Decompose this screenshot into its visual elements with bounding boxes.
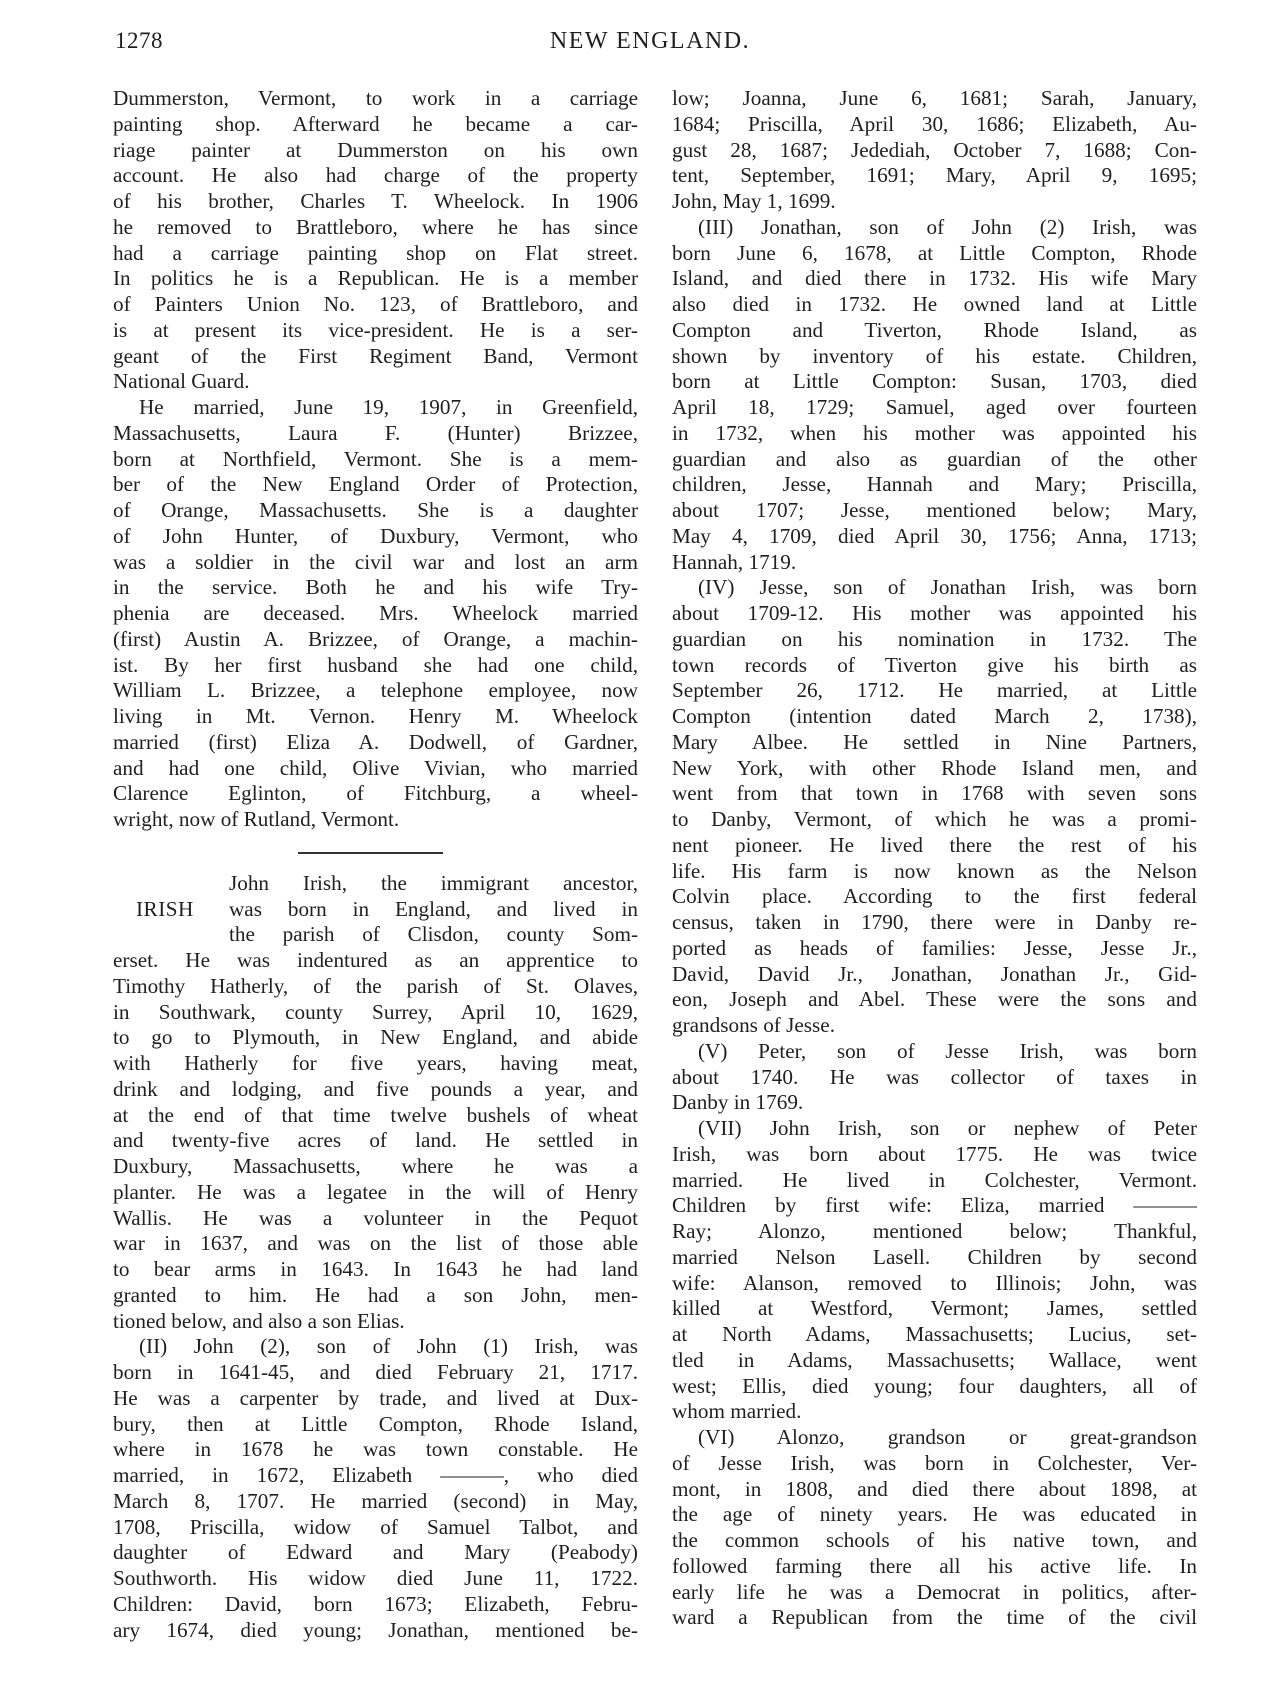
- text-line: Dummerston, Vermont, to work in a carriage: [113, 86, 638, 110]
- text-line: John Irish, the immigrant ancestor,: [229, 870, 638, 895]
- text-line: (VII) John Irish, son or nephew of Peter: [698, 1116, 1197, 1140]
- text-line: of John Hunter, of Duxbury, Vermont, who: [113, 523, 638, 548]
- text-line: the age of ninety years. He was educated in: [672, 1502, 1197, 1527]
- left-column: [113, 86, 638, 1643]
- text-line: west; Ellis, died young; four daughters, all of: [672, 1373, 1197, 1398]
- text-line: guardian on his nomination in 1732. The: [672, 626, 1197, 651]
- text-line: Compton and Tiverton, Rhode Island, as: [672, 317, 1197, 342]
- text-line: National Guard.: [113, 369, 250, 394]
- text-line: mont, in 1808, and died there about 1898, at: [672, 1476, 1197, 1501]
- right-column: [672, 86, 1197, 1631]
- text-line: Irish, was born about 1775. He was twice: [672, 1141, 1197, 1166]
- text-line: to Danby, Vermont, of which he was a promi-: [672, 807, 1197, 831]
- text-line: ward a Republican from the time of the civil: [672, 1605, 1197, 1630]
- right-column-paragraphs: [672, 86, 1197, 1631]
- text-line: Clarence Eglinton, of Fitchburg, a wheel-: [113, 781, 638, 806]
- text-line: geant of the First Regiment Band, Vermont: [113, 343, 638, 368]
- text-line: eon, Joseph and Abel. These were the sons and: [672, 987, 1197, 1012]
- text-line: was a soldier in the civil war and lost an arm: [113, 549, 638, 574]
- text-line: granted to him. He had a son John, men-: [113, 1282, 638, 1307]
- paragraph: [113, 1334, 638, 1643]
- text-line: low; Joanna, June 6, 1681; Sarah, January,: [672, 86, 1197, 110]
- text-line: Ray; Alonzo, mentioned below; Thankful,: [672, 1219, 1197, 1243]
- paragraph: [113, 86, 638, 395]
- text-line: Danby in 1769.: [672, 1090, 804, 1115]
- text-line: at the end of that time twelve bushels of wheat: [113, 1102, 638, 1127]
- text-line: nent pioneer. He lived there the rest of his: [672, 832, 1197, 857]
- irish-section-heading: [113, 871, 638, 948]
- text-line: Southworth. His widow died June 11, 1722.: [113, 1566, 638, 1590]
- text-line: and had one child, Olive Vivian, who married: [113, 755, 638, 780]
- text-line: had a carriage painting shop on Flat street.: [113, 240, 638, 265]
- text-line: where in 1678 he was town constable. He: [113, 1437, 638, 1462]
- text-line: was born in England, and lived in: [229, 896, 638, 921]
- text-line: Children by first wife: Eliza, married ———: [672, 1193, 1197, 1218]
- text-line: went from that town in 1768 with seven sons: [672, 781, 1197, 806]
- paragraph: [113, 395, 638, 833]
- left-column-paragraphs: [113, 86, 638, 833]
- divider-rule: [298, 852, 443, 854]
- text-line: born at Little Compton: Susan, 1703, died: [672, 369, 1197, 394]
- text-line: the common schools of his native town, and: [672, 1528, 1197, 1552]
- text-line: grandsons of Jesse.: [672, 1013, 836, 1037]
- text-line: census, taken in 1790, there were in Danby re-: [672, 910, 1197, 934]
- text-line: the parish of Clisdon, county Som-: [229, 922, 638, 947]
- text-line: (first) Austin A. Brizzee, of Orange, a machin-: [113, 626, 638, 651]
- text-line: children, Jesse, Hannah and Mary; Priscilla,: [672, 472, 1197, 497]
- text-line: In politics he is a Republican. He is a member: [113, 266, 638, 291]
- text-line: He married, June 19, 1907, in Greenfield,: [139, 395, 638, 419]
- text-line: wife: Alanson, removed to Illinois; John, was: [672, 1270, 1197, 1295]
- text-line: war in 1637, and was on the list of those able: [113, 1231, 638, 1256]
- text-line: William L. Brizzee, a telephone employee, now: [113, 678, 638, 703]
- text-line: riage painter at Dummerston on his own: [113, 137, 638, 162]
- paragraph: [113, 948, 638, 1334]
- paragraph: [672, 215, 1197, 576]
- text-line: He was a carpenter by trade, and lived at Dux-: [113, 1385, 638, 1410]
- text-line: is at present its vice-president. He is a ser-: [113, 317, 638, 342]
- text-line: town records of Tiverton give his birth as: [672, 652, 1197, 677]
- text-line: born June 6, 1678, at Little Compton, Rhode: [672, 240, 1197, 265]
- text-line: drink and lodging, and five pounds a year, and: [113, 1076, 638, 1101]
- text-line: Mary Albee. He settled in Nine Partners,: [672, 729, 1197, 754]
- text-line: Children: David, born 1673; Elizabeth, Febru-: [113, 1591, 638, 1616]
- text-line: Massachusetts, Laura F. (Hunter) Brizzee,: [113, 420, 638, 445]
- text-line: about 1740. He was collector of taxes in: [672, 1064, 1197, 1089]
- text-line: gust 28, 1687; Jedediah, October 7, 1688; Con-: [672, 137, 1197, 162]
- text-line: married. He lived in Colchester, Vermont.: [672, 1167, 1197, 1192]
- text-line: painting shop. Afterward he became a car-: [113, 111, 638, 136]
- text-line: followed farming there all his active life. In: [672, 1553, 1197, 1578]
- text-line: ported as heads of families: Jesse, Jesse Jr.,: [672, 935, 1197, 960]
- text-line: in 1732, when his mother was appointed his: [672, 420, 1197, 445]
- text-line: Hannah, 1719.: [672, 549, 797, 574]
- text-line: with Hatherly for five years, having meat,: [113, 1051, 638, 1075]
- text-line: at North Adams, Massachusetts; Lucius, set-: [672, 1322, 1197, 1346]
- text-line: to bear arms in 1643. In 1643 he had land: [113, 1257, 638, 1281]
- text-line: of Jesse Irish, was born in Colchester, Ver-: [672, 1450, 1197, 1475]
- text-line: in Southwark, county Surrey, April 10, 1629,: [113, 999, 638, 1024]
- text-line: tioned below, and also a son Elias.: [113, 1308, 405, 1333]
- text-line: (VI) Alonzo, grandson or great-grandson: [698, 1425, 1197, 1449]
- text-line: phenia are deceased. Mrs. Wheelock married: [113, 601, 638, 625]
- text-line: wright, now of Rutland, Vermont.: [113, 807, 400, 831]
- text-line: married, in 1672, Elizabeth ———, who died: [113, 1463, 638, 1487]
- text-line: guardian and also as guardian of the other: [672, 446, 1197, 471]
- text-line: (II) John (2), son of John (1) Irish, was: [139, 1334, 638, 1359]
- text-line: 1684; Priscilla, April 30, 1686; Elizabeth, Au-: [672, 111, 1197, 136]
- text-line: Timothy Hatherly, of the parish of St. Olaves,: [113, 973, 638, 998]
- text-line: Island, and died there in 1732. His wife Mary: [672, 266, 1197, 291]
- running-title: NEW ENGLAND.: [549, 28, 751, 54]
- paragraph: [672, 1116, 1197, 1425]
- text-line: Wallis. He was a volunteer in the Pequot: [113, 1205, 638, 1230]
- text-line: killed at Westford, Vermont; James, settled: [672, 1296, 1197, 1321]
- section-divider: [113, 833, 638, 871]
- text-line: born at Northfield, Vermont. She is a mem-: [113, 446, 638, 471]
- text-line: ist. By her first husband she had one child,: [113, 652, 638, 677]
- text-line: to go to Plymouth, in New England, and abide: [113, 1025, 638, 1050]
- text-line: life. His farm is now known as the Nelson: [672, 858, 1197, 883]
- text-line: born in 1641-45, and died February 21, 1717.: [113, 1360, 638, 1384]
- text-line: living in Mt. Vernon. Henry M. Wheelock: [113, 704, 638, 728]
- paragraph: [672, 1425, 1197, 1631]
- text-line: (V) Peter, son of Jesse Irish, was born: [698, 1038, 1197, 1063]
- paragraph: [672, 1039, 1197, 1116]
- text-line: he removed to Brattleboro, where he has since: [113, 214, 638, 239]
- text-line: Colvin place. According to the first federal: [672, 884, 1197, 909]
- text-line: New York, with other Rhode Island men, and: [672, 755, 1197, 780]
- text-line: whom married.: [672, 1399, 802, 1424]
- text-line: John, May 1, 1699.: [672, 189, 836, 213]
- paragraph: [672, 86, 1197, 215]
- text-line: bury, then at Little Compton, Rhode Island,: [113, 1411, 638, 1436]
- text-line: of Painters Union No. 123, of Brattleboro, and: [113, 292, 638, 316]
- text-line: tled in Adams, Massachusetts; Wallace, went: [672, 1347, 1197, 1372]
- text-line: and twenty-five acres of land. He settled in: [113, 1128, 638, 1153]
- text-line: erset. He was indentured as an apprentice to: [113, 948, 638, 972]
- text-line: March 8, 1707. He married (second) in May,: [113, 1488, 638, 1513]
- text-line: also died in 1732. He owned land at Little: [672, 292, 1197, 316]
- text-line: of Orange, Massachusetts. She is a daughter: [113, 498, 638, 522]
- text-line: in the service. Both he and his wife Try-: [113, 575, 638, 600]
- text-line: ary 1674, died young; Jonathan, mentioned be-: [113, 1617, 638, 1642]
- text-line: planter. He was a legatee in the will of Henry: [113, 1179, 638, 1204]
- text-line: early life he was a Democrat in politics, after-: [672, 1579, 1197, 1604]
- text-line: account. He also had charge of the property: [113, 163, 638, 188]
- text-line: May 4, 1709, died April 30, 1756; Anna, 1713;: [672, 523, 1197, 548]
- text-line: about 1707; Jesse, mentioned below; Mary,: [672, 498, 1197, 522]
- irish-section-paragraphs: [113, 948, 638, 1643]
- text-line: tent, September, 1691; Mary, April 9, 1695;: [672, 163, 1197, 188]
- text-line: David, David Jr., Jonathan, Jonathan Jr., Gid-: [672, 961, 1197, 986]
- text-line: Compton (intention dated March 2, 1738),: [672, 704, 1197, 728]
- text-line: 1708, Priscilla, widow of Samuel Talbot, and: [113, 1514, 638, 1539]
- text-line: (III) Jonathan, son of John (2) Irish, was: [698, 214, 1197, 239]
- text-line: of his brother, Charles T. Wheelock. In 1906: [113, 189, 638, 213]
- page-number: 1278: [115, 28, 163, 53]
- text-line: September 26, 1712. He married, at Little: [672, 678, 1197, 703]
- text-line: April 18, 1729; Samuel, aged over fourteen: [672, 395, 1197, 419]
- paragraph: [672, 575, 1197, 1039]
- text-line: Duxbury, Massachusetts, where he was a: [113, 1154, 638, 1178]
- text-line: (IV) Jesse, son of Jonathan Irish, was born: [698, 575, 1197, 600]
- text-line: married Nelson Lasell. Children by second: [672, 1244, 1197, 1269]
- side-heading-irish: IRISH: [136, 896, 194, 921]
- text-line: about 1709-12. His mother was appointed his: [672, 601, 1197, 625]
- text-line: shown by inventory of his estate. Children,: [672, 343, 1197, 368]
- text-line: ber of the New England Order of Protection,: [113, 472, 638, 497]
- text-line: daughter of Edward and Mary (Peabody): [113, 1540, 638, 1565]
- text-line: married (first) Eliza A. Dodwell, of Gardner,: [113, 729, 638, 754]
